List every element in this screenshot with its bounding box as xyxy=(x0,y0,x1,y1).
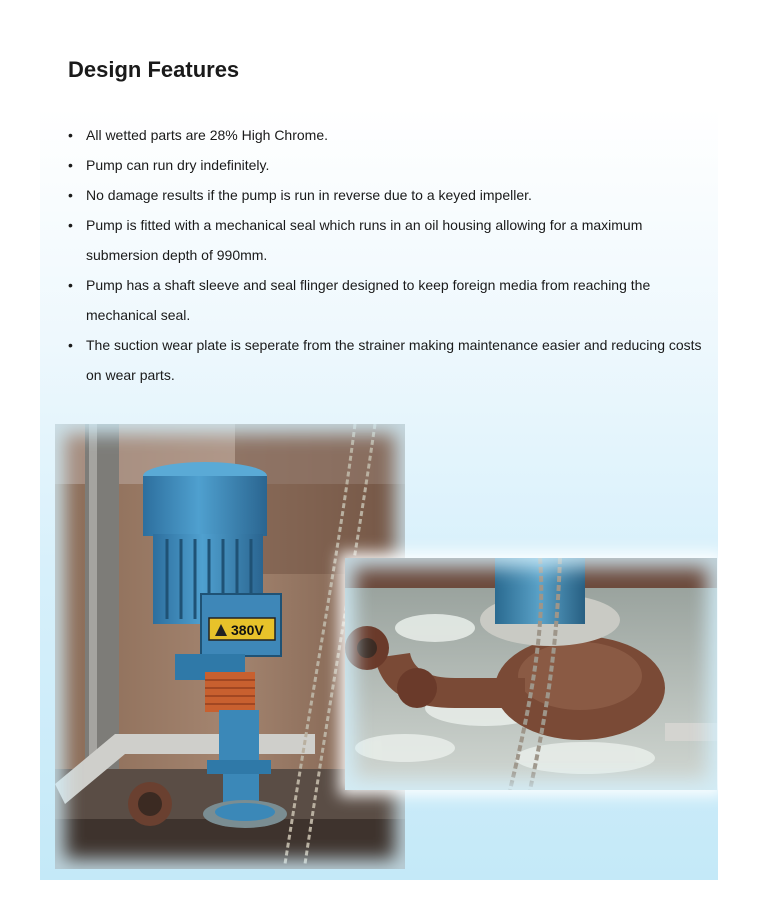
list-item: • No damage results if the pump is run in reverse due to a keyed impeller. xyxy=(68,180,708,210)
list-item: • Pump has a shaft sleeve and seal flinger designed to keep foreign media from reaching the mechanical seal. xyxy=(68,270,708,330)
list-item: • The suction wear plate is seperate from the strainer making maintenance easier and reducing costs on wear parts. xyxy=(68,330,708,390)
feature-list xyxy=(68,120,708,390)
list-item: • Pump is fitted with a mechanical seal which runs in an oil housing allowing for a maximum submersion depth of 990mm. xyxy=(68,210,708,270)
pump-photo-running-illustration xyxy=(345,558,717,790)
pump-photo-running xyxy=(345,558,717,790)
page-title: Design Features xyxy=(68,57,240,82)
list-item: • All wetted parts are 28% High Chrome. xyxy=(68,120,708,150)
list-item: • Pump can run dry indefinitely. xyxy=(68,150,708,180)
motor-voltage-label: 380V xyxy=(231,622,264,638)
